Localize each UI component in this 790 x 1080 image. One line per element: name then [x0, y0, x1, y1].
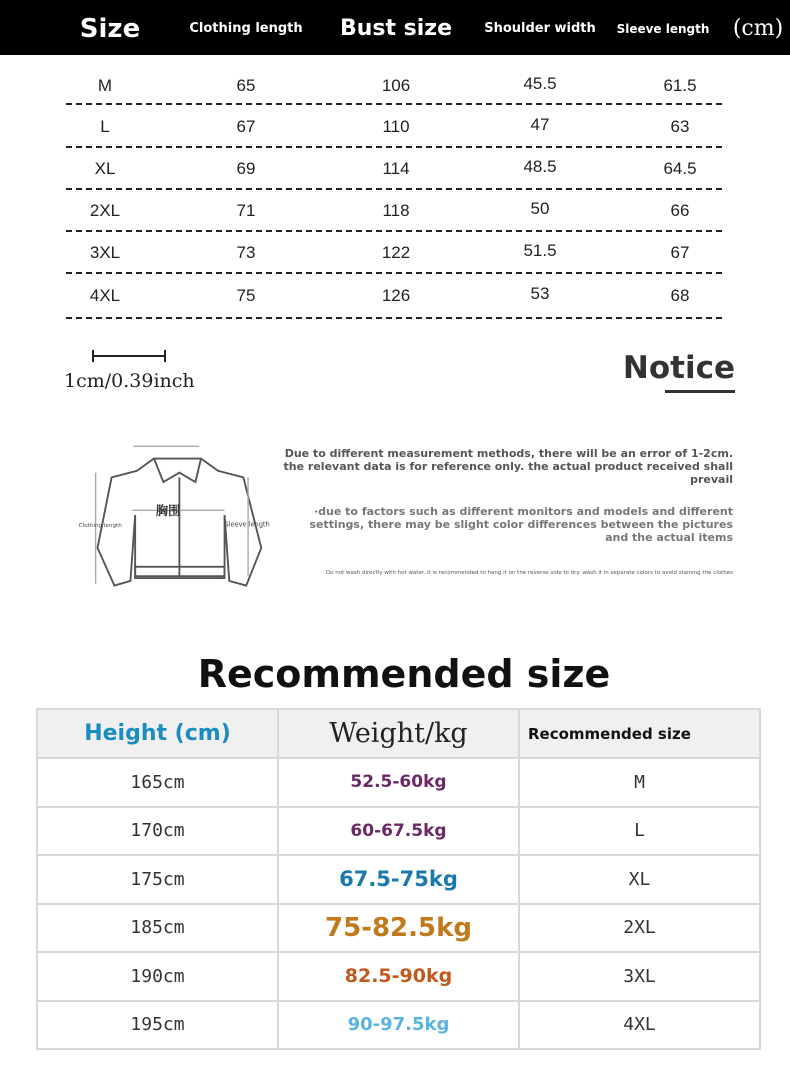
size-row: [0, 243, 790, 285]
unit-label: (cm): [732, 16, 784, 41]
cell-height: 165cm: [37, 758, 278, 807]
cell-bust: 114: [382, 159, 410, 178]
table-row: [37, 807, 760, 856]
cell-size: 2XL: [89, 201, 121, 220]
cell-clothing-length: 75: [236, 286, 256, 305]
cell-bust: 126: [381, 286, 411, 305]
dashed-divider: [66, 317, 722, 319]
cell-sleeve: 61.5: [663, 76, 697, 95]
header-weight: Weight/kg: [278, 709, 519, 758]
cell-sleeve: 63: [670, 117, 690, 136]
cell-size: M: [97, 76, 113, 95]
dashed-divider: [66, 146, 722, 148]
size-chart-header: [0, 0, 790, 55]
cell-size: L: [100, 117, 110, 136]
cell-weight: 60-67.5kg: [278, 807, 519, 856]
col-size: Size: [79, 14, 141, 44]
recommended-size-table: [36, 708, 761, 1050]
cell-clothing-length: 73: [236, 243, 256, 262]
dashed-divider: [66, 230, 722, 232]
sleeve-length-label: Sleeve length: [224, 520, 270, 529]
cell-weight: 90-97.5kg: [278, 1001, 519, 1050]
table-row: [37, 758, 760, 807]
cell-shoulder: 51.5: [523, 241, 557, 260]
ruler: [92, 350, 166, 362]
cell-bust: 118: [382, 201, 410, 220]
cell-clothing-length: 69: [236, 159, 256, 178]
notice-title: Notice: [622, 350, 735, 386]
size-row: [0, 117, 790, 159]
cell-weight: 75-82.5kg: [278, 904, 519, 953]
cell-clothing-length: 71: [236, 201, 256, 220]
size-row: [0, 201, 790, 243]
cell-size: L: [519, 807, 760, 856]
dashed-divider: [66, 272, 722, 274]
cell-size: 2XL: [519, 904, 760, 953]
size-row: [0, 159, 790, 201]
col-clothing-length: Clothing length: [189, 21, 303, 36]
cell-height: 175cm: [37, 855, 278, 904]
notice-p1: Due to different measurement methods, there will be an error of 1-2cm. the relevant data is for reference only. the actual product received shall prevail: [283, 447, 733, 486]
size-row: [0, 76, 790, 118]
cell-weight: 67.5-75kg: [278, 855, 519, 904]
col-bust-size: Bust size: [339, 16, 453, 41]
cell-shoulder: 53: [530, 284, 550, 303]
notice-p2: ·due to factors such as different monitors and models and different settings, there may be slight color differences between the pictures and the actual items: [309, 505, 733, 544]
header-recommended-size: Recommended size: [519, 709, 760, 758]
col-sleeve-length: Sleeve length: [616, 22, 710, 36]
notice-underline: [665, 390, 735, 393]
cell-size: 4XL: [89, 286, 121, 305]
cell-size: XL: [519, 855, 760, 904]
table-row: [37, 904, 760, 953]
notice-p3: Do not wash directly with hot water. it is recommended to hang it on the reverse side to dry. wash it in separate colors to avoid staining the clothes: [325, 570, 733, 576]
cell-shoulder: 50: [530, 199, 550, 218]
cell-size: 3XL: [519, 952, 760, 1001]
cell-sleeve: 68: [670, 286, 690, 305]
col-shoulder-width: Shoulder width: [484, 21, 596, 36]
clothing-length-label: Clothing length: [78, 523, 122, 530]
cell-weight: 82.5-90kg: [278, 952, 519, 1001]
cell-height: 170cm: [37, 807, 278, 856]
cell-size: XL: [94, 159, 116, 178]
cell-height: 195cm: [37, 1001, 278, 1050]
cell-size: 4XL: [519, 1001, 760, 1050]
cell-sleeve: 67: [670, 243, 690, 262]
dashed-divider: [66, 188, 722, 190]
header-height: Height (cm): [37, 709, 278, 758]
cell-weight: 52.5-60kg: [278, 758, 519, 807]
ruler-label: 1cm/0.39inch: [64, 370, 195, 392]
cell-height: 185cm: [37, 904, 278, 953]
cell-size: 3XL: [89, 243, 121, 262]
size-row: [0, 286, 790, 328]
cell-clothing-length: 65: [236, 76, 256, 95]
cell-shoulder: 48.5: [523, 157, 557, 176]
bust-label: 胸围: [155, 504, 181, 518]
table-row: [37, 952, 760, 1001]
cell-sleeve: 64.5: [663, 159, 697, 178]
table-header: [37, 709, 760, 758]
cell-bust: 110: [382, 117, 410, 136]
cell-shoulder: 47: [530, 115, 550, 134]
table-row: [37, 1001, 760, 1050]
cell-bust: 122: [381, 243, 411, 262]
table-row: [37, 855, 760, 904]
cell-sleeve: 66: [670, 201, 690, 220]
cell-bust: 106: [381, 76, 411, 95]
cell-height: 190cm: [37, 952, 278, 1001]
jacket-diagram: [75, 435, 280, 595]
cell-size: M: [519, 758, 760, 807]
dashed-divider: [66, 103, 722, 105]
cell-shoulder: 45.5: [523, 74, 557, 93]
recommended-title: Recommended size: [197, 652, 611, 696]
cell-clothing-length: 67: [236, 117, 256, 136]
